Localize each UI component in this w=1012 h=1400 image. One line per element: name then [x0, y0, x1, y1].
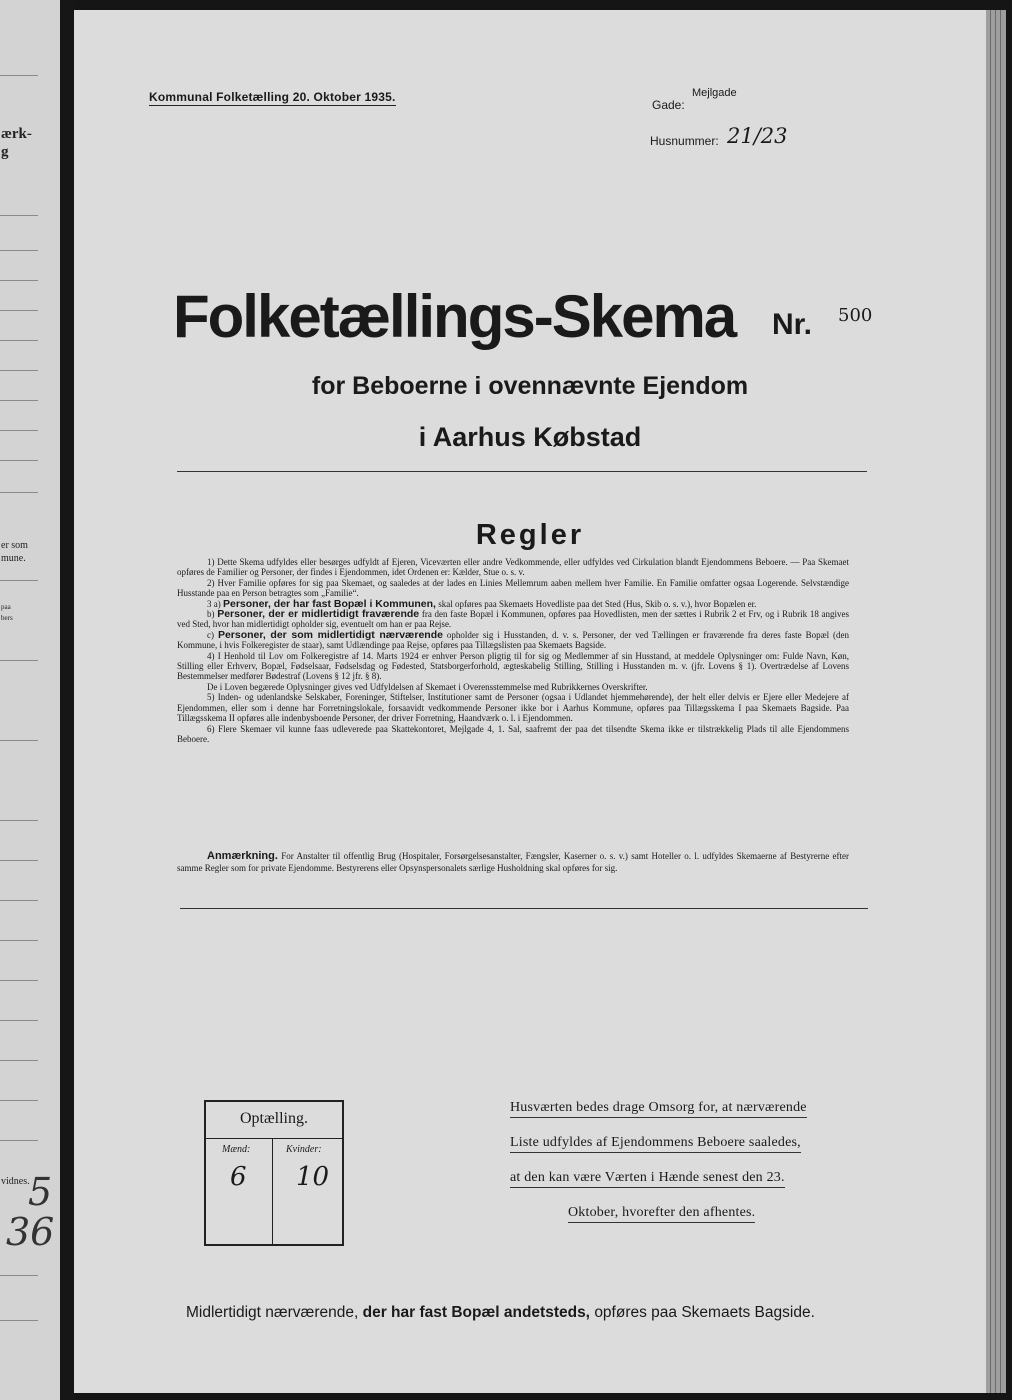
left-page-fragment: vidnes.: [1, 1176, 30, 1187]
rule-4b: De i Loven begærede Oplysninger gives ved Udfyldelsen af Skemaet i Overensstemmelse med Rubrikkernes Overskrifter.: [207, 681, 648, 692]
divider: [0, 75, 38, 76]
rule-prefix: 3 a): [207, 598, 221, 609]
rules-heading: Regler: [475, 519, 585, 551]
rule-3c: [177, 630, 849, 651]
handwritten-mark: 36: [6, 1210, 55, 1254]
men-count: 6: [230, 1162, 247, 1192]
divider: [0, 370, 38, 371]
divider: [0, 310, 38, 311]
left-page-fragment: bers: [1, 614, 13, 622]
street-label: Gade:: [652, 98, 685, 112]
rule-4: 4) I Henhold til Lov om Folkeregistre af 14. Marts 1924 er enhver Person pligtig til for sig og Medlemmer af sin Husstand, at meddele Oplysninger om: Fulde Navn, Køn, Stilling eller Erhverv, Bopæl, Fødselsaar, Fødselsdag og Fødested, Statsborgerforhold, ægteskabelig Stilling, Stilling i Husstanden m. v. (jfr. Lovens § 1). Overtrædelse af Lovens Bestemmelser medfører Bødestraf (Lovens § 12 jfr. § 8).: [177, 650, 849, 682]
divider: [0, 980, 38, 981]
divider: [177, 471, 867, 472]
book-spine: [60, 0, 74, 1400]
divider: [0, 900, 38, 901]
divider: [0, 340, 38, 341]
rule-5: 5) Inden- og udenlandske Selskaber, Foreninger, Stiftelser, Institutioner samt de Personer (ogsaa i Udlandet hjemmehørende), der helt eller delvis er Ejere eller Medejere af Ejendommen, eller som i denne har Forretningslokale, forsaavidt vedkommende Personer ikke bor i Aarhus Kommune, opføres paa Tillægsskema I paa Skemaets Bagside. Paa Tillægsskema II opføres alle indenbysboende Personer, der driver Forretning, Haandværk o. l. i Ejendommen.: [177, 692, 849, 724]
left-page-fragment: mune.: [1, 553, 26, 564]
divider: [0, 400, 38, 401]
rule-emphasis: Personer, der har fast Bopæl i Kommunen,: [223, 597, 436, 610]
left-page-fragment: g: [1, 144, 9, 160]
notice-line: Liste udfyldes af Ejendommens Beboere saaledes,: [510, 1135, 801, 1153]
house-number-value: 21/23: [727, 124, 788, 148]
men-label: Mænd:: [222, 1144, 251, 1155]
rule-2: 2) Hver Familie opføres for sig paa Skemaet, og saaledes at der lades en Linies Mellemrum aaben mellem hver Familie. En Familie omfatter ogsaa Logerende. Selvstændige Husstande paa en Person betragtes som „Familie“.: [177, 577, 849, 599]
notice-line: at den kan være Værten i Hænde senest den 23.: [510, 1170, 785, 1188]
footer-part: Midlertidigt nærværende,: [186, 1304, 359, 1321]
remark-text: [177, 850, 849, 874]
notice-line: Husværten bedes drage Omsorg for, at nærværende: [510, 1100, 807, 1118]
page-stack-edge: [986, 10, 1006, 1393]
divider: [0, 215, 38, 216]
divider: [0, 250, 38, 251]
rule-prefix: b): [207, 609, 215, 620]
divider: [0, 740, 38, 741]
house-number-label: Husnummer:: [650, 134, 719, 148]
form-title: Folketællings-Skema: [173, 283, 736, 350]
divider: [0, 280, 38, 281]
divider: [206, 1138, 342, 1139]
rule-emphasis: Personer, der er midlertidigt fraværende: [217, 608, 420, 621]
street-value: Mejlgade: [692, 87, 737, 99]
divider: [0, 430, 38, 431]
women-label: Kvinder:: [286, 1144, 322, 1155]
divider: [0, 660, 38, 661]
left-page-fragment: paa: [1, 603, 11, 611]
census-form-page: [74, 10, 986, 1393]
divider: [0, 1020, 38, 1021]
divider: [0, 820, 38, 821]
rule-3b: [177, 609, 849, 630]
divider: [0, 460, 38, 461]
count-box-title: Optælling.: [239, 1110, 308, 1127]
notice-line: Oktober, hvorefter den afhentes.: [568, 1205, 755, 1223]
rule-body: fra den faste Bopæl i Kommunen, opføres paa Hovedlisten, men der sættes i Rubrik 2 et Frv, og i Rubrik 18 angives ved Sted, hvor han midlertidigt opholder sig, eventuelt om han er paa Rejse.: [177, 609, 850, 630]
divider: [1000, 10, 1001, 1393]
divider: [990, 10, 991, 1393]
left-page-fragment: ærk-: [1, 126, 32, 142]
rule-body: skal opføres paa Skemaets Hovedliste paa det Sted (Hus, Skib o. s. v.), hvor Bopælen er.: [438, 598, 757, 609]
divider: [995, 10, 996, 1393]
count-box: [204, 1100, 344, 1246]
divider: [0, 1275, 38, 1276]
divider: [180, 908, 868, 909]
footer-note: [186, 1304, 815, 1322]
divider: [0, 860, 38, 861]
census-header-title: Kommunal Folketælling 20. Oktober 1935.: [149, 90, 396, 104]
rule-1: 1) Dette Skema udfyldes eller besørges udfyldt af Ejeren, Viceværten eller andre Vedkommende, eller udfyldes ved Cirkulation blandt Ejendommens Beboere. — Paa Skemaet opføres de Familier og Personer, der findes i Ejendommen, idet Ordenen er: Kælder, Stue o. s. v.: [177, 557, 849, 578]
form-subtitle: for Beboerne i ovennævnte Ejendom: [311, 372, 749, 400]
rule-prefix: c): [207, 629, 214, 640]
footer-emphasis: der har fast Bopæl andetsteds,: [362, 1304, 590, 1321]
divider: [0, 1320, 38, 1321]
remark-body: For Anstalter til offentlig Brug (Hospitaler, Forsørgelsesanstalter, Fængsler, Kaserner o. s. v.) samt Hoteller o. l. udfyldes Skemaerne af Bestyrerne efter samme Regler som for private Ejendomme. Bestyrerens eller Opsynspersonalets særlige Husholdning skal opføres for sig.: [177, 851, 849, 873]
women-count: 10: [296, 1162, 330, 1192]
handwritten-mark: 5: [28, 1170, 53, 1214]
left-page-fragment: er som: [1, 540, 28, 551]
rule-emphasis: Personer, der som midlertidigt nærværende: [217, 628, 443, 641]
rules-text: [177, 557, 849, 744]
form-subtitle-town: i Aarhus Købstad: [418, 422, 642, 452]
form-number-value: 500: [838, 305, 873, 326]
rule-6: 6) Flere Skemaer vil kunne faas udleverede paa Skattekontoret, Mejlgade 4, 1. Sal, saafremt der paa det tilsendte Skema ikke er tilstrækkelig Plads til alle Ejendommens Beboere.: [177, 723, 849, 744]
divider: [0, 940, 38, 941]
divider: [0, 492, 38, 493]
divider: [0, 580, 38, 581]
remark-lead: Anmærkning.: [207, 850, 278, 862]
footer-part: opføres paa Skemaets Bagside.: [594, 1304, 815, 1321]
form-number-label: Nr.: [772, 308, 813, 341]
rule-body: opholder sig i Husstanden, d. v. s. Personer, der ved Tællingen er fraværende fra deres faste Bopæl (den Kommune, i hvis Folkeregister de staar), samt Udlændinge paa Rejse, opføres paa Tillægslisten paa Skemaets Bagside.: [177, 629, 850, 651]
previous-page-edge: [0, 0, 60, 1400]
divider: [0, 1100, 38, 1101]
divider: [0, 1060, 38, 1061]
divider: [272, 1138, 273, 1246]
divider: [0, 1140, 38, 1141]
